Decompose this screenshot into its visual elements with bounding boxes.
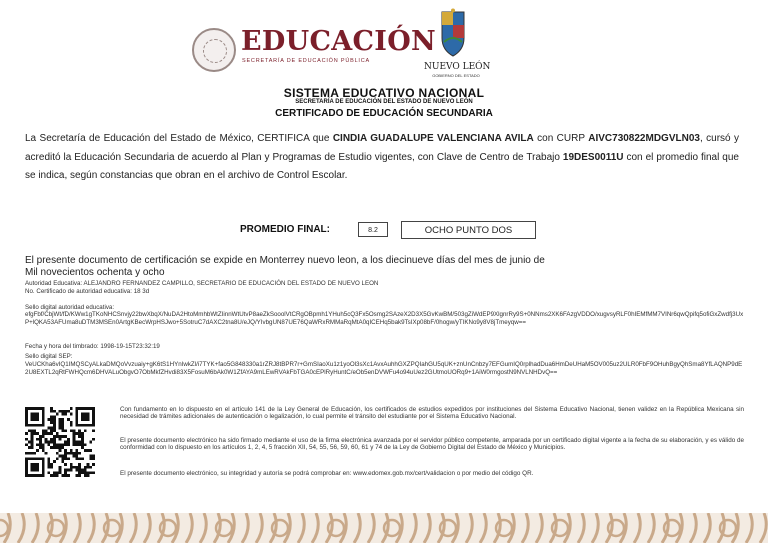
decorative-band bbox=[0, 513, 768, 543]
para-text-3: , cursó y acreditó la Educación Secundaria de acuerdo al Plan y Programas de Estudio vigentes, con Clave de Centro de Trabajo bbox=[25, 133, 739, 163]
curp-value: AIVC730822MDGVLN03 bbox=[588, 133, 700, 144]
system-title: SISTEMA EDUCATIVO NACIONAL bbox=[283, 86, 485, 100]
state-name: NUEVO LEÓN bbox=[424, 62, 491, 72]
authority-block bbox=[25, 280, 745, 295]
qr-code-icon[interactable] bbox=[25, 407, 95, 477]
legal-paragraph-3: El presente documento electrónico, su integridad y autoría se podrá comprobar en: www.edomex.gob.mx/cert/validacion o por medio del código QR. bbox=[120, 470, 534, 477]
brand-subtitle: SECRETARÍA DE EDUCACIÓN PÚBLICA bbox=[242, 58, 370, 64]
state-shield-icon bbox=[438, 8, 468, 60]
para-text-1: La Secretaría de Educación del Estado de México, CERTIFICA que bbox=[25, 133, 333, 144]
expedition-line-1: El presente documento de certificación se expide en Monterrey nuevo leon, a los diecinueve días del mes de junio de bbox=[25, 255, 545, 266]
seal-aut-value: efgFbf/CbjWt/fD/KWw1gTKoNHCSnvjy22bwXbqX/NuDA2HtoMmhbWtZIinnWtUtvP8aeZkSooolVtCRgOBpmh1YHuh5cQ3Fx5Osmg2SAzeX2D3X5GvKwBM/503gZiWdEP9XlgnrRy9S+0NNms2XK6FAzgVDDO/xugvsyRLF0hIEMfMM7VINr6qwQpifq5ofiGxZwdfj3UxP+lQKA53AFUma8uDTM3MSEn0ArtgKBecWrpHSJwo+5SotruC7dAXC2tna8U/eJQ/YIvbgUN87UE76QaWRxRMMaRqMtA0qICEHq5bak9TsIXp08bF/0hogw/yTIKNo9y8V8jTmeyqw== bbox=[25, 311, 744, 326]
seal-sep-value: VeUCKha6vIQ1IMQSCyALkaDMQoVvzuaiy+gK6tS1HYnIwkZl/i7TYK+fao5G848330a1rZRJ8tBPR7r+GmSIaoXu1z1yoOl3sXc1AvxAuhhGXZPQIahGU5qUK+znUnCnbzy7EFGumIQ0rplhadDua6HmDeUHaM5OV005uz2ULR0FbF9OHuhBgyQhSma8YfLAQNP9dE2U8EXTL2qRtFWHQcm6DHVALuObgvO7ObMkfZHvdi83X5FosuM6bAk0W1ZfAYA9mLEwRVAkFbTGA0cEPlRyHuntC/eOb5enDVWFu4o94uUez2GUtmoUORq9+1AiW0rmgostN9NVLNHDvQ== bbox=[25, 361, 743, 376]
national-seal-icon bbox=[192, 28, 236, 72]
seal-aut-label: Sello digital autoridad educativa: bbox=[25, 304, 115, 311]
authority-cert: No. Certificado de autoridad educativa: 18 3d bbox=[25, 287, 150, 295]
brand-title: EDUCACIÓN bbox=[241, 26, 436, 57]
average-value: 8.2 bbox=[358, 222, 388, 237]
student-name: CINDIA GUADALUPE VALENCIANA AVILA bbox=[332, 133, 534, 144]
para-text-2: con CURP bbox=[533, 133, 589, 144]
authority-name: Autoridad Educativa: ALEJANDRO FERNANDEZ CAMPILLO, SECRETARIO DE EDUCACIÓN DEL ESTADO DE NUEVO LEON bbox=[25, 280, 379, 287]
average-label: PROMEDIO FINAL: bbox=[240, 224, 330, 235]
para-text-4: con el promedio final que se indica, según constancias que obran en el archivo de Control Escolar. bbox=[25, 151, 739, 181]
seal-sep-label: Sello digital SEP: bbox=[25, 353, 73, 360]
certificate-title: CERTIFICADO DE EDUCACIÓN SECUNDARIA bbox=[275, 108, 493, 119]
average-words: OCHO PUNTO DOS bbox=[401, 221, 536, 239]
expedition-line-2: Mil novecientos ochenta y ocho bbox=[25, 267, 165, 278]
state-subtitle: GOBIERNO DEL ESTADO bbox=[432, 73, 480, 78]
secretariat-title: SECRETARÍA DE EDUCACIÓN DEL ESTADO DE NUEVO LEÓN bbox=[295, 99, 473, 105]
certification-paragraph bbox=[25, 130, 739, 186]
cct-value: 19DES0011U bbox=[562, 151, 624, 163]
expedition-text bbox=[25, 255, 625, 279]
timestamp: Fecha y hora del timbrado: 1998-19-15T23:32:19 bbox=[25, 343, 160, 350]
legal-paragraph-2: El presente documento electrónico ha sido firmado mediante el uso de la firma electrónica avanzada por el servidor público competente, amparada por un certificado digital vigente a la fecha de su elaboración, y es válido de conformidad con lo dispuesto en los artículos 1, 2, 4, 5 fracción XII, 54, 55, 56, 59, 60, 61 y 74 de la Ley de Gobierno Digital del Estado de México y Municipios. bbox=[120, 437, 744, 451]
legal-paragraph-1: Con fundamento en lo dispuesto en el artículo 141 de la Ley General de Educación, los certificados de estudios expedidos por instituciones del Sistema Educativo Nacional, tienen validez en la República Mexicana sin necesidad de trámites adicionales de autenticación o legalización, lo cual permite el tránsito del estudiante por el Sistema Educativo Nacional. bbox=[120, 406, 744, 420]
